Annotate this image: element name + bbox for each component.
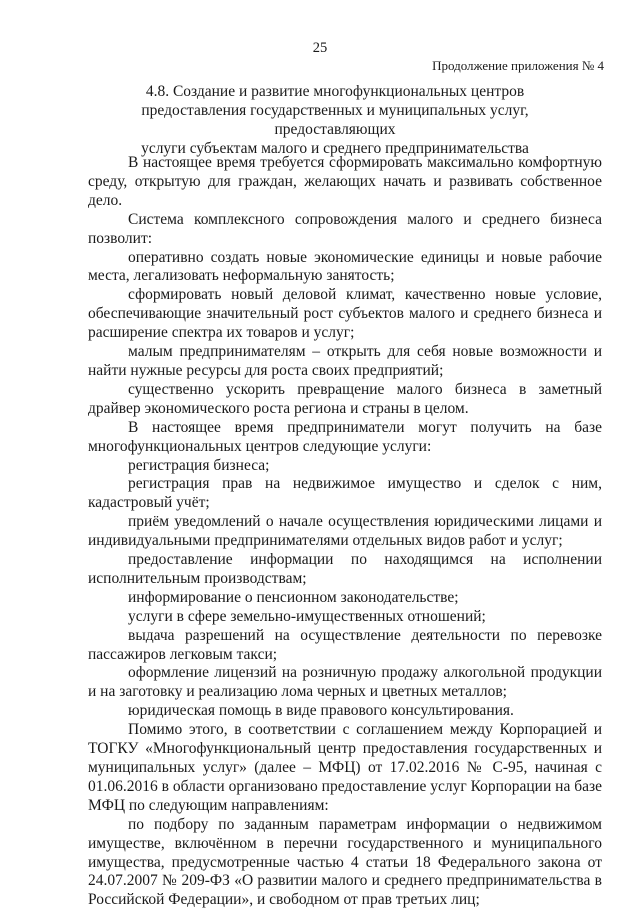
section-title-line: предоставления государственных и муниципальных услуг, предоставляющих xyxy=(141,102,529,138)
list-item: юридическая помощь в виде правового консультирования. xyxy=(128,702,514,720)
list-item: малым предпринимателям – открыть для себя новые возможности и найти нужные ресурсы для роста своих предприятий; xyxy=(88,343,602,379)
section-title-line: 4.8. Создание и развитие многофункциональных центров xyxy=(145,83,525,100)
list-item: выдача разрешений на осуществление деятельности по перевозке пассажиров легковым такси; xyxy=(88,626,602,663)
list-item: по подбору по заданным параметрам информации о недвижимом имуществе, включённом в перечни государственного и муниципального имущества, предусмотренные частью 4 статьи 18 Федерального закона от 24.07.2007 № 209-ФЗ «О развитии малого и среднего предпринимательства в Российской Федерации», и свободном от прав третьих лиц; xyxy=(88,815,602,909)
list-item: предоставление информации по находящимся на исполнении исполнительным производствам; xyxy=(88,551,602,587)
list-item: регистрация прав на недвижимое имущество и сделок с ним, кадастровый учёт; xyxy=(88,475,602,512)
paragraph: Помимо этого, в соответствии с соглашением между Корпорацией и ТОГКУ «Многофункциональный центр предоставления государственных и муниципальных услуг» (далее – МФЦ) от 17.02.2016 № С-95, начиная с 01.06.2016 в области организовано предоставление услуг Корпорации на базе МФЦ по следующим направлениям: xyxy=(88,721,602,814)
appendix-continuation-note: Продолжение приложения № 4 xyxy=(432,58,604,73)
page-number: 25 xyxy=(312,40,328,56)
list-item: сформировать новый деловой климат, качественно новые условие, обеспечивающие значительный рост субъектов малого и среднего бизнеса и расширение спектра их товаров и услуг; xyxy=(88,286,602,342)
list-item: существенно ускорить превращение малого бизнеса в заметный драйвер экономического роста региона и страны в целом. xyxy=(88,380,602,417)
section-title xyxy=(80,82,590,158)
list-item: услуги в сфере земельно-имущественных отношений; xyxy=(128,607,486,625)
list-item: регистрация бизнеса; xyxy=(128,456,270,474)
section-title-line: услуги субъектам малого и среднего предпринимательства xyxy=(141,140,529,157)
list-item: информирование о пенсионном законодательстве; xyxy=(128,588,459,606)
paragraph: В настоящее время требуется сформировать максимально комфортную среду, открытую для граждан, желающих начать и развивать собственное дело. xyxy=(88,154,602,209)
list-item: приём уведомлений о начале осуществления юридическими лицами и индивидуальными предпринимателями отдельных видов работ и услуг; xyxy=(88,513,602,550)
list-item: оперативно создать новые экономические единицы и новые рабочие места, легализовать неформальную занятость; xyxy=(88,248,602,285)
list-item: оформление лицензий на розничную продажу алкогольной продукции и на заготовку и реализацию лома черных и цветных металлов; xyxy=(88,664,602,701)
body-text xyxy=(88,154,602,910)
paragraph: Система комплексного сопровождения малого и среднего бизнеса позволит: xyxy=(88,210,602,247)
paragraph: В настоящее время предприниматели могут получить на базе многофункциональных центров следующие услуги: xyxy=(88,418,602,455)
